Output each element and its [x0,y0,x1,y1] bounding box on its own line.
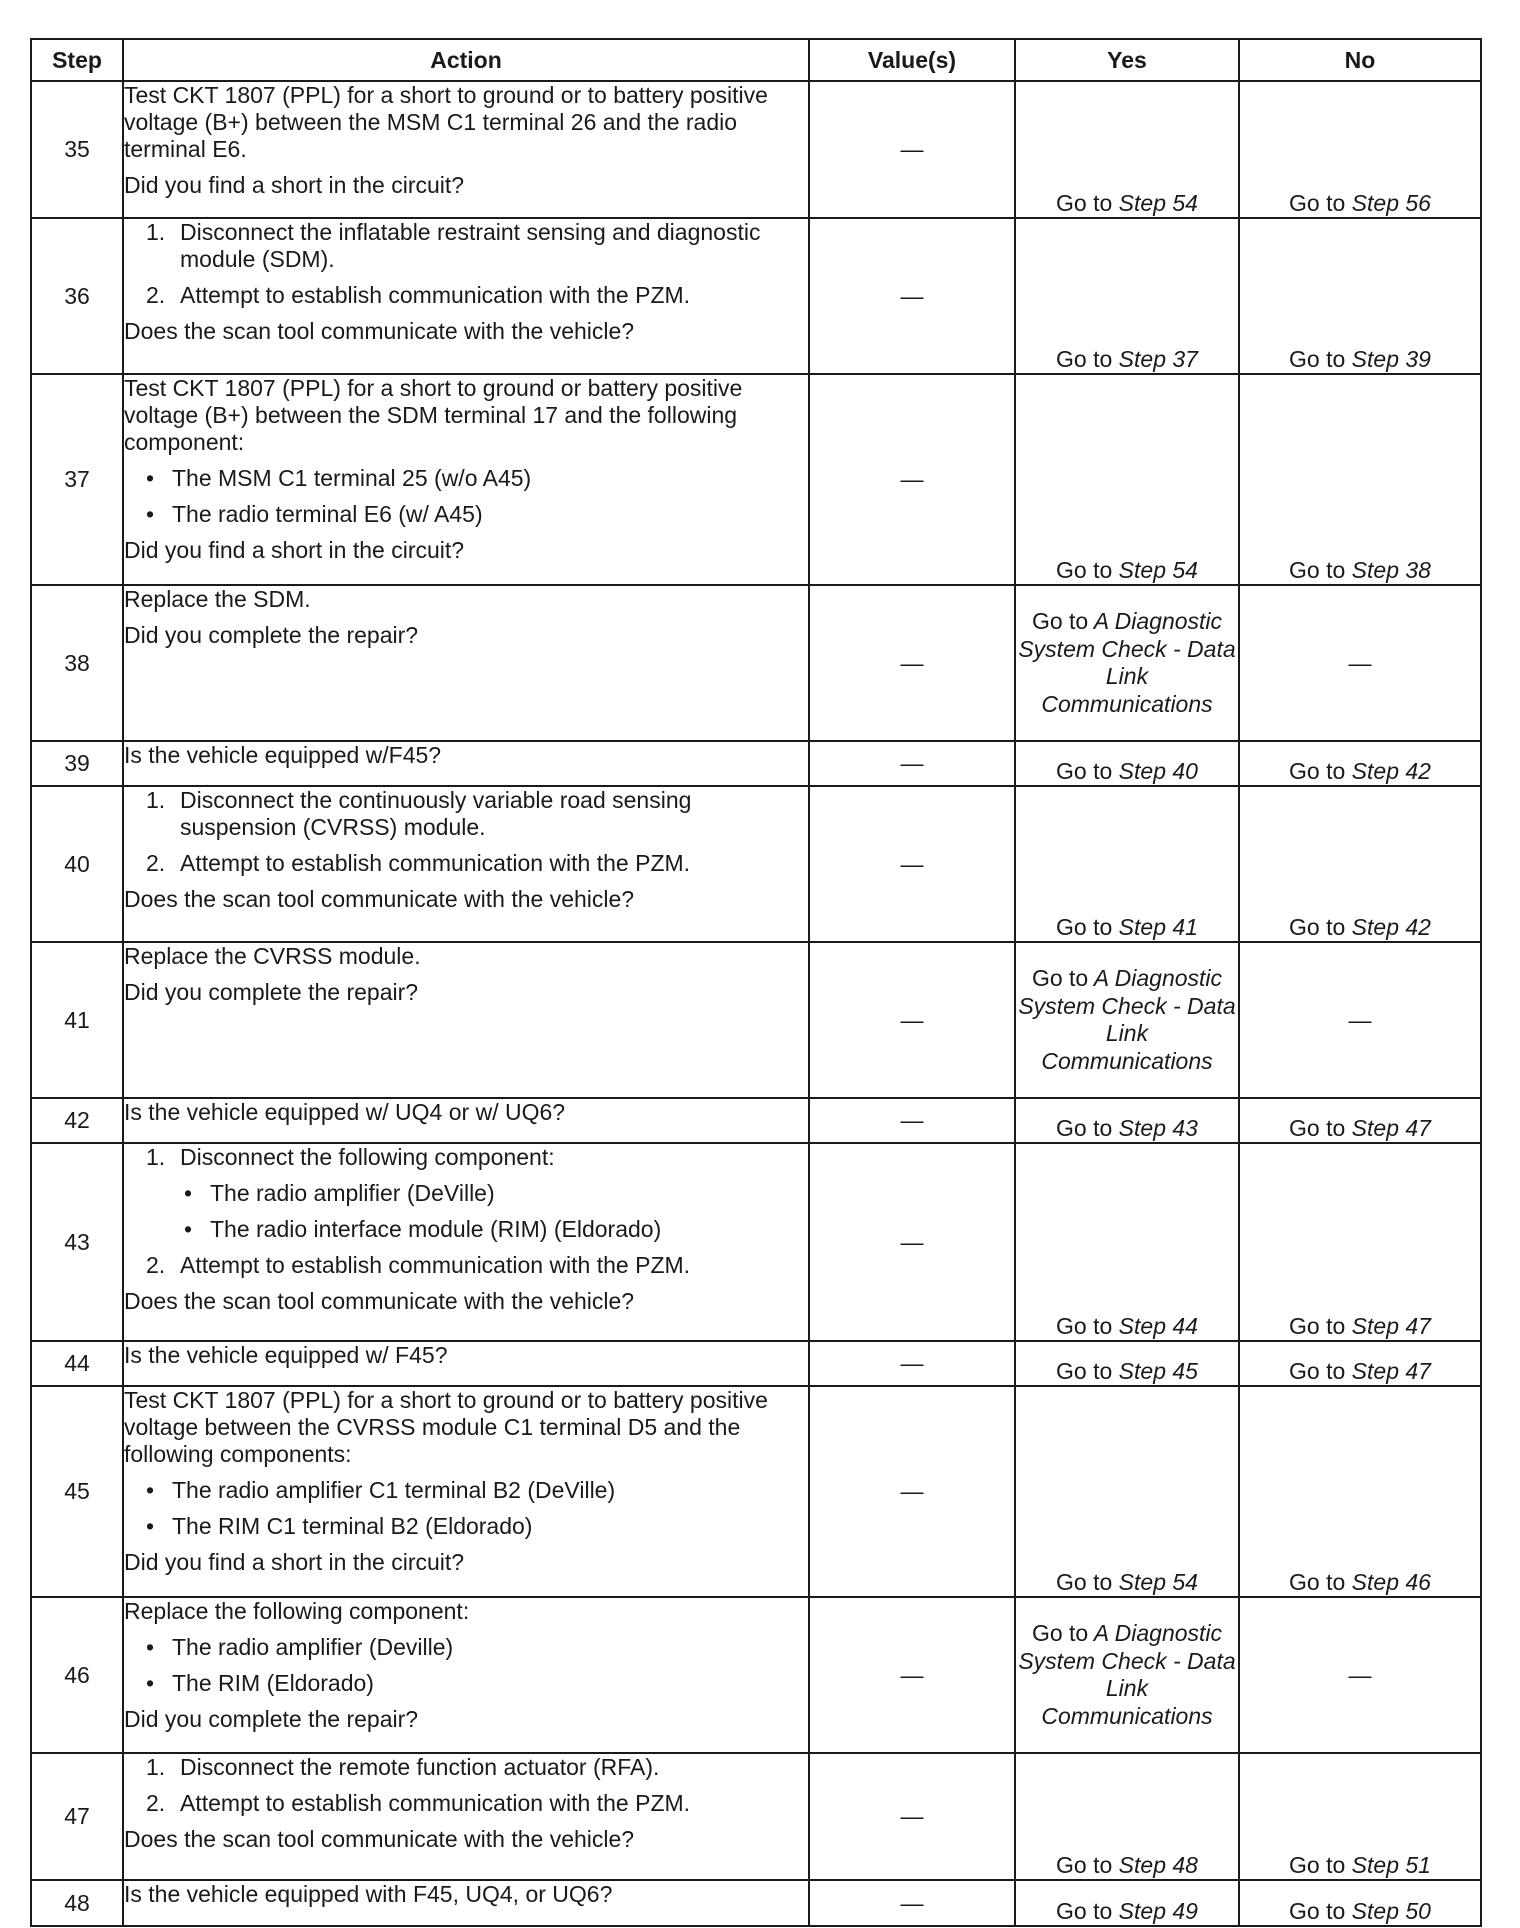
go-to-step [1056,557,1198,583]
check-link-text: A Diagnostic System Check - Data Link Communications [1018,1620,1236,1729]
target-step: 40 [1172,758,1198,784]
action-text: Replace the following component: [124,1598,470,1624]
step-number: 39 [31,741,123,786]
action-text: Did you complete the repair? [124,622,419,648]
check-text [1018,1620,1235,1729]
bullet-item [124,1513,808,1540]
item-number: 2. [146,1790,166,1816]
outcome-yes[interactable] [1015,374,1239,585]
table-row [31,741,1481,786]
action-text: Is the vehicle equipped w/ UQ4 or w/ UQ6? [124,1099,566,1125]
target-step: 39 [1405,346,1431,372]
go-to-step [1289,1569,1431,1595]
value-cell: — [809,1880,1015,1926]
outcome-yes[interactable] [1015,786,1239,942]
step-number: 35 [31,81,123,218]
outcome-yes[interactable] [1015,741,1239,786]
action-text: Does the scan tool communicate with the vehicle? [124,1288,635,1314]
outcome-yes[interactable] [1015,1753,1239,1880]
outcome-dash: — [1348,1006,1372,1033]
target-step: 41 [1172,914,1198,940]
step-word: Step [1118,1358,1166,1384]
action-text: Is the vehicle equipped w/ F45? [124,1342,448,1368]
step-word: Step [1351,1569,1399,1595]
go-to-label: Go to [1289,1898,1346,1924]
action-text: Is the vehicle equipped w/F45? [124,742,442,768]
value-cell: — [809,942,1015,1098]
action-text: Did you find a short in the circuit? [124,1549,465,1575]
outcome-yes[interactable] [1015,1386,1239,1597]
value-cell: — [809,1098,1015,1143]
step-word: Step [1351,1898,1399,1924]
outcome-yes[interactable] [1015,1098,1239,1143]
go-to-label: Go to [1031,608,1089,634]
step-number: 44 [31,1341,123,1386]
item-text: Attempt to establish communication with the PZM. [180,850,691,876]
target-step: 56 [1405,190,1431,216]
go-to-label: Go to [1056,914,1113,940]
action-text: Test CKT 1807 (PPL) for a short to ground or battery positive voltage (B+) between the SDM terminal 17 and the following component: [124,375,743,455]
go-to-step [1056,1569,1198,1595]
numbered-item [124,1790,808,1817]
action-text: Did you complete the repair? [124,979,419,1005]
go-to-label: Go to [1056,557,1113,583]
numbered-item [124,787,808,841]
go-to-step [1289,1115,1431,1141]
table-row [31,1880,1481,1926]
go-to-step [1289,557,1431,583]
item-text: The MSM C1 terminal 25 (w/o A45) [172,465,532,491]
target-step: 43 [1172,1115,1198,1141]
action-cell [123,942,809,1098]
step-word: Step [1118,1115,1166,1141]
outcome-no[interactable] [1239,1341,1481,1386]
go-to-step [1289,1898,1431,1924]
item-text: Attempt to establish communication with the PZM. [180,1790,691,1816]
go-to-label: Go to [1056,190,1113,216]
step-number: 46 [31,1597,123,1753]
target-step: 49 [1172,1898,1198,1924]
outcome-yes[interactable] [1015,1143,1239,1341]
go-to-step [1056,1313,1198,1339]
action-text: Test CKT 1807 (PPL) for a short to ground or to battery positive voltage between the CVRSS module C1 terminal D5 and the following components: [124,1387,768,1467]
item-number: 2. [146,282,166,308]
action-text: Did you find a short in the circuit? [124,537,465,563]
target-step: 47 [1405,1358,1431,1384]
step-number: 48 [31,1880,123,1926]
go-to-label: Go to [1289,1115,1346,1141]
target-step: 54 [1172,557,1198,583]
outcome-no [1239,585,1481,741]
item-text: Disconnect the inflatable restraint sensing and diagnostic module (SDM). [180,219,761,272]
target-step: 42 [1405,758,1431,784]
action-cell [123,786,809,942]
step-number: 41 [31,942,123,1098]
table-row [31,786,1481,942]
bullet-item [124,1670,808,1697]
outcome-no[interactable] [1239,1880,1481,1926]
go-to-label: Go to [1056,1358,1113,1384]
go-to-step [1289,190,1431,216]
action-cell [123,218,809,374]
header-row [31,39,1481,81]
outcome-no[interactable] [1239,1143,1481,1341]
action-cell [123,1143,809,1341]
go-to-label: Go to [1289,190,1346,216]
action-text: Test CKT 1807 (PPL) for a short to ground or to battery positive voltage (B+) between the MSM C1 terminal 26 and the radio terminal E6. [124,82,768,162]
target-step: 47 [1405,1313,1431,1339]
table-row [31,1753,1481,1880]
item-text: Attempt to establish communication with the PZM. [180,1252,691,1278]
step-word: Step [1351,914,1399,940]
step-number: 47 [31,1753,123,1880]
action-text: Is the vehicle equipped with F45, UQ4, or UQ6? [124,1881,613,1907]
go-to-label: Go to [1289,346,1346,372]
action-cell [123,585,809,741]
table-body [31,81,1481,1926]
bullet-icon: • [184,1216,193,1242]
go-to-step [1056,1358,1198,1384]
numbered-item [124,850,808,877]
table-row [31,1098,1481,1143]
go-to-label: Go to [1056,346,1113,372]
value-cell: — [809,585,1015,741]
action-cell [123,1880,809,1926]
step-word: Step [1351,346,1399,372]
table-row [31,1143,1481,1341]
outcome-dash: — [1348,1661,1372,1688]
diagnostic-table [30,38,1482,1927]
action-text: Did you find a short in the circuit? [124,172,465,198]
step-word: Step [1351,758,1399,784]
go-to-label: Go to [1056,1115,1113,1141]
item-text: The radio interface module (RIM) (Eldorado) [210,1216,662,1242]
value-cell: — [809,786,1015,942]
table-row [31,942,1481,1098]
value-cell: — [809,1386,1015,1597]
action-cell [123,81,809,218]
step-word: Step [1118,758,1166,784]
step-number: 42 [31,1098,123,1143]
outcome-no[interactable] [1239,374,1481,585]
target-step: 44 [1172,1313,1198,1339]
action-cell [123,1098,809,1143]
outcome-yes[interactable] [1015,218,1239,374]
bullet-icon: • [146,1513,155,1539]
step-word: Step [1351,1358,1399,1384]
check-text [1018,965,1235,1074]
item-text: Disconnect the continuously variable road sensing suspension (CVRSS) module. [180,787,692,840]
table-row [31,218,1481,374]
go-to-step [1289,346,1431,372]
action-cell [123,1597,809,1753]
step-number: 40 [31,786,123,942]
item-number: 1. [146,1144,166,1170]
step-word: Step [1118,557,1166,583]
bullet-icon: • [146,465,155,491]
go-to-step [1289,1852,1431,1878]
value-cell: — [809,1597,1015,1753]
numbered-item [124,1754,808,1781]
check-link-text: A Diagnostic System Check - Data Link Communications [1018,965,1236,1074]
value-cell: — [809,1341,1015,1386]
go-to-label: Go to [1056,1852,1113,1878]
outcome-yes[interactable] [1015,1880,1239,1926]
check-text [1018,608,1235,717]
item-number: 1. [146,1754,166,1780]
action-text: Did you complete the repair? [124,1706,419,1732]
outcome-no[interactable] [1239,1386,1481,1597]
bullet-icon: • [146,1670,155,1696]
value-cell: — [809,741,1015,786]
step-word: Step [1351,557,1399,583]
item-text: The radio amplifier (Deville) [172,1634,454,1660]
outcome-dash: — [1348,649,1372,676]
outcome-no[interactable] [1239,81,1481,218]
bullet-item [124,1477,808,1504]
target-step: 46 [1405,1569,1431,1595]
outcome-yes[interactable] [1015,81,1239,218]
bullet-icon: • [146,1634,155,1660]
action-cell [123,1753,809,1880]
outcome-no [1239,942,1481,1098]
numbered-item [124,1144,808,1171]
item-text: Disconnect the remote function actuator (RFA). [180,1754,660,1780]
step-number: 37 [31,374,123,585]
target-step: 48 [1172,1852,1198,1878]
outcome-no[interactable] [1239,1098,1481,1143]
header-values: Value(s) [809,39,1015,81]
item-text: The radio amplifier C1 terminal B2 (DeVille) [172,1477,616,1503]
outcome-no[interactable] [1239,1753,1481,1880]
table-row [31,585,1481,741]
bullet-icon: • [146,1477,155,1503]
go-to-step [1289,1358,1431,1384]
go-to-step [1056,190,1198,216]
target-step: 42 [1405,914,1431,940]
go-to-step [1056,346,1198,372]
go-to-label: Go to [1056,1313,1113,1339]
go-to-step [1056,914,1198,940]
step-number: 38 [31,585,123,741]
bullet-icon: • [146,501,155,527]
step-word: Step [1351,190,1399,216]
header-yes: Yes [1015,39,1239,81]
table-row [31,81,1481,218]
go-to-label: Go to [1031,965,1089,991]
bullet-icon: • [184,1180,193,1206]
action-text: Replace the SDM. [124,586,311,612]
target-step: 51 [1405,1852,1431,1878]
step-word: Step [1351,1852,1399,1878]
go-to-label: Go to [1289,557,1346,583]
action-cell [123,1341,809,1386]
action-text: Does the scan tool communicate with the vehicle? [124,318,635,344]
outcome-yes-link[interactable] [1015,1597,1239,1753]
value-cell: — [809,1143,1015,1341]
item-number: 1. [146,219,166,245]
step-word: Step [1118,1313,1166,1339]
target-step: 45 [1172,1358,1198,1384]
outcome-yes-link[interactable] [1015,585,1239,741]
go-to-label: Go to [1056,1898,1113,1924]
step-word: Step [1118,346,1166,372]
go-to-label: Go to [1289,1313,1346,1339]
action-text: Replace the CVRSS module. [124,943,421,969]
step-word: Step [1351,1115,1399,1141]
value-cell: — [809,218,1015,374]
outcome-no [1239,1597,1481,1753]
bullet-item [124,1216,808,1243]
target-step: 50 [1405,1898,1431,1924]
item-text: The RIM C1 terminal B2 (Eldorado) [172,1513,533,1539]
go-to-step [1289,914,1431,940]
numbered-item [124,1252,808,1279]
value-cell: — [809,1753,1015,1880]
go-to-label: Go to [1289,1358,1346,1384]
action-text: Does the scan tool communicate with the vehicle? [124,886,635,912]
outcome-no[interactable] [1239,218,1481,374]
bullet-item [124,501,808,528]
item-number: 2. [146,1252,166,1278]
value-cell: — [809,81,1015,218]
numbered-item [124,219,808,273]
go-to-step [1289,1313,1431,1339]
action-text: Does the scan tool communicate with the vehicle? [124,1826,635,1852]
step-word: Step [1351,1313,1399,1339]
bullet-item [124,465,808,492]
go-to-label: Go to [1031,1620,1089,1646]
target-step: 37 [1172,346,1198,372]
go-to-label: Go to [1289,914,1346,940]
step-word: Step [1118,914,1166,940]
item-text: The RIM (Eldorado) [172,1670,374,1696]
table-row [31,1386,1481,1597]
target-step: 38 [1405,557,1431,583]
go-to-step [1056,758,1198,784]
target-step: 54 [1172,1569,1198,1595]
step-word: Step [1118,1852,1166,1878]
outcome-no[interactable] [1239,786,1481,942]
go-to-label: Go to [1289,758,1346,784]
table-row [31,374,1481,585]
outcome-no[interactable] [1239,741,1481,786]
outcome-yes[interactable] [1015,1341,1239,1386]
header-no: No [1239,39,1481,81]
target-step: 54 [1172,190,1198,216]
step-word: Step [1118,190,1166,216]
step-number: 43 [31,1143,123,1341]
item-number: 1. [146,787,166,813]
go-to-label: Go to [1056,1569,1113,1595]
go-to-label: Go to [1289,1852,1346,1878]
item-text: Disconnect the following component: [180,1144,555,1170]
step-word: Step [1118,1569,1166,1595]
table-row [31,1341,1481,1386]
header-step: Step [31,39,123,81]
go-to-step [1056,1898,1198,1924]
go-to-label: Go to [1056,758,1113,784]
item-text: The radio amplifier (DeVille) [210,1180,495,1206]
header-action: Action [123,39,809,81]
item-text: The radio terminal E6 (w/ A45) [172,501,483,527]
action-cell [123,1386,809,1597]
go-to-step [1056,1115,1198,1141]
action-cell [123,741,809,786]
step-word: Step [1118,1898,1166,1924]
action-cell [123,374,809,585]
item-number: 2. [146,850,166,876]
go-to-step [1056,1852,1198,1878]
step-number: 36 [31,218,123,374]
check-link-text: A Diagnostic System Check - Data Link Communications [1018,608,1236,717]
table-row [31,1597,1481,1753]
target-step: 47 [1405,1115,1431,1141]
bullet-item [124,1180,808,1207]
bullet-item [124,1634,808,1661]
go-to-label: Go to [1289,1569,1346,1595]
value-cell: — [809,374,1015,585]
numbered-item [124,282,808,309]
go-to-step [1289,758,1431,784]
item-text: Attempt to establish communication with the PZM. [180,282,691,308]
outcome-yes-link[interactable] [1015,942,1239,1098]
step-number: 45 [31,1386,123,1597]
